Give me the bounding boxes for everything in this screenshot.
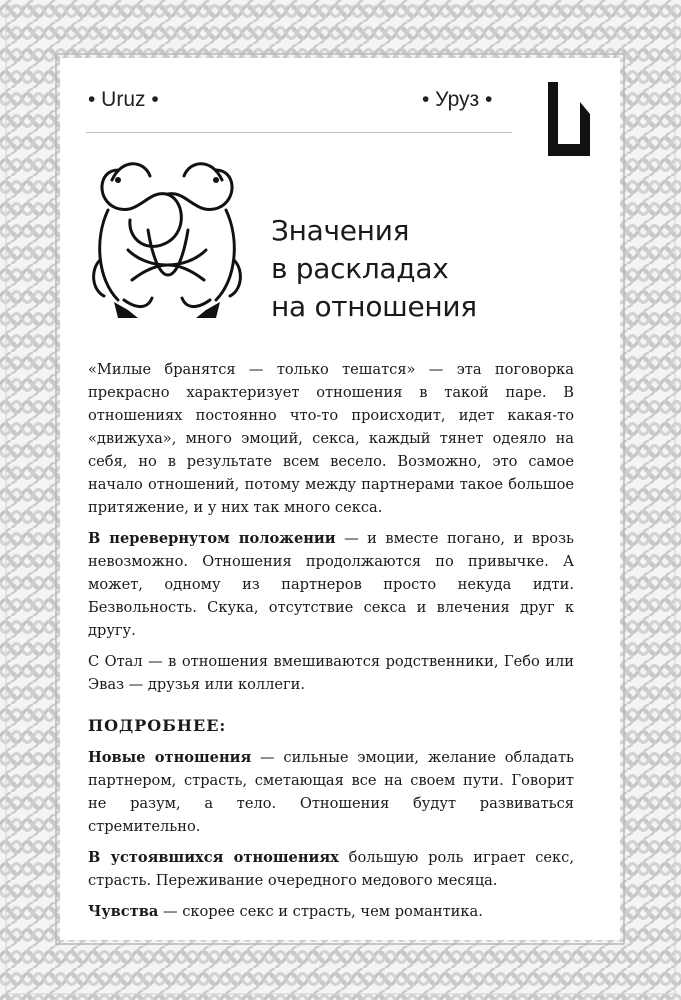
details-heading: ПОДРОБНЕЕ: xyxy=(88,716,227,735)
celtic-beast-ornament-icon xyxy=(88,150,246,322)
section-title-line-2: в раскладах xyxy=(271,252,449,285)
section-title-line-3: на отношения xyxy=(271,290,477,323)
uruz-rune-icon xyxy=(540,78,596,158)
reversed-text: — и вместе погано, и врозь невозможно. Отношения продолжаются по привычке. А может, одному из партнеров просто некуда идти. Безвольность. Скука, отсутствие секса и влечения друг к другу. xyxy=(88,530,574,639)
intro-paragraph: «Милые бранятся — только тешатся» — эта поговорка прекрасно характеризует отношения в такой паре. В отношениях постоянно что-то происходит, идет какая-то «движуха», много эмоций, секса, каждый тянет одеяло на себя, но в результате всем весело. Возможно, это самое начало отношений, потому между партнерами такое большое притяжение, и у них так много секса. xyxy=(88,361,574,516)
detail-item xyxy=(88,900,574,923)
body-text xyxy=(88,358,574,931)
rune-name-latin: • Uruz • xyxy=(88,88,159,111)
section-title xyxy=(271,212,591,326)
detail-text: — скорее секс и страсть, чем романтика. xyxy=(158,903,483,920)
detail-text: большую роль играет секс, страсть. Переживание очередного медового месяца. xyxy=(88,849,574,889)
reversed-paragraph xyxy=(88,527,574,642)
combination-paragraph: С Отал — в отношения вмешиваются родственники, Гебо или Эваз — друзья или коллеги. xyxy=(88,653,574,693)
detail-item xyxy=(88,746,574,838)
reversed-label: В перевернутом положении xyxy=(88,530,336,547)
section-title-line-1: Значения xyxy=(271,214,410,247)
rune-name-cyrillic: • Уруз • xyxy=(422,88,493,111)
header-divider xyxy=(86,132,512,133)
detail-label: Новые отношения xyxy=(88,749,252,766)
detail-label: Чувства xyxy=(88,903,159,920)
detail-label: В устоявшихся отношениях xyxy=(88,849,339,866)
detail-text: — сильные эмоции, желание обладать партнером, страсть, сметающая все на своем пути. Говорит не разум, а тело. Отношения будут развиваться стремительно. xyxy=(88,749,574,835)
detail-item xyxy=(88,846,574,892)
